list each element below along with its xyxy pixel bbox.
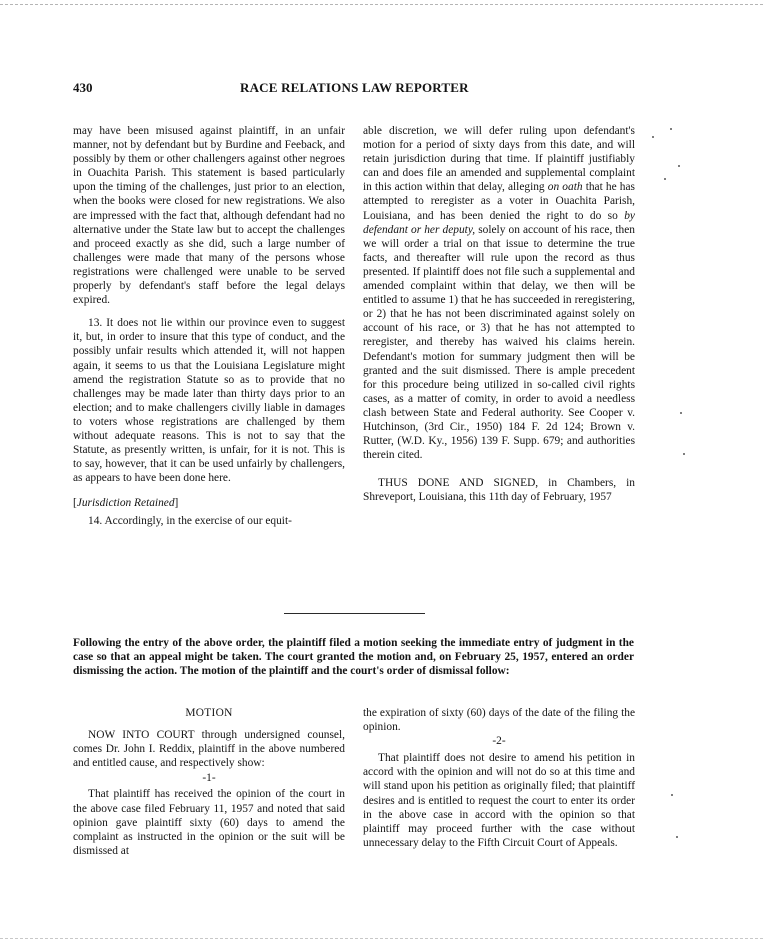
paragraph-13: 13. It does not lie within our province even to suggest it, but, in order to insure that this type of conduct, and the possibly unfair results which attended it, will not happen again, it seems to us that the Louisiana Legislature might amend the registration Statute so as to provide that no challenges may be made later than thirty days prior to an election; and to make challengers civilly liable in damages to voters whose registrations are challenged by them without adequate reasons. This is not to say that the Statute, as presently written, is unfair, for it is not. This is to say, however, that it can be used unfairly by challengers, as appears to have been done here. <box>73 317 345 485</box>
paragraph-14: 14. Accordingly, in the exercise of our equit- <box>88 515 292 528</box>
scan-speck <box>676 836 678 838</box>
heading-bracket-open: [ <box>73 497 77 510</box>
paragraph <box>363 124 635 462</box>
lower-left-column <box>73 706 345 858</box>
section-separator <box>284 613 425 614</box>
paragraph: may have been misused against plaintiff, in an unfair manner, not by defendant but by Burdine and Feeback, and possibly by them or other challengers against other negroes in Ouachita Parish. This statement is based particularly upon the timing of the challenges, just prior to an election, when the books were closed for new registrations. We also are impressed with the fact that, although defendant had no alternative under the State law but to accept the challenges and proceed exactly as she did, such a large number of challenges were made that many of the persons whose registrations were challenged were unable to be served properly by defendant's staff before the legal delays expired. <box>73 125 345 307</box>
running-head: RACE RELATIONS LAW REPORTER <box>240 80 469 95</box>
heading-text: Jurisdiction Retained <box>76 497 175 510</box>
emphasis-deputy: by defendant or her deputy, <box>363 209 635 236</box>
scan-edge-top <box>0 4 763 5</box>
editorial-note: Following the entry of the above order, the plaintiff filed a motion seeking the immediate entry of judgment in the case so that an appeal might be taken. The court granted the motion and, on February 25, 1957, entered an order dismissing the action. The motion of the plaintiff and the court's order of dismissal follow: <box>73 637 634 678</box>
signature-paragraph: THUS DONE AND SIGNED, in Chambers, in Shreveport, Louisiana, this 11th day of February, 1957 <box>363 477 635 504</box>
scan-speck <box>678 165 680 167</box>
scan-speck <box>680 412 682 414</box>
upper-left-column <box>73 124 345 529</box>
scan-speck <box>664 178 666 180</box>
text-run: that he has attempted to reregister as a voter in Ouachita Parish, Louisiana, and has been denied the right to do so <box>363 181 635 222</box>
section-marker: -1- <box>202 772 216 785</box>
page-number: 430 <box>73 80 93 95</box>
scan-speck <box>671 794 673 796</box>
motion-title: MOTION <box>185 707 233 719</box>
paragraph: That plaintiff has received the opinion of the court in the above case filed February 11, 1957 and noted that said opinion gave plaintiff sixty (60) days to amend the complaint as instructed in the opinion or the suit will be dismissed at <box>73 788 345 857</box>
scan-speck <box>683 453 685 455</box>
text-run: able discretion, we will defer ruling upon defendant's motion for a period of sixty days from this date, and will retain jurisdiction during that time. If plaintiff justifiably can and does file an amended and supplemental complaint in this action within that delay, alleging <box>363 125 635 194</box>
lower-right-column <box>363 706 635 850</box>
section-marker: -2- <box>492 735 506 748</box>
section-heading <box>73 496 345 510</box>
paragraph: the expiration of sixty (60) days of the date of the filing the opinion. <box>363 707 635 734</box>
scan-speck <box>652 136 654 138</box>
text-run: solely on account of his race, then we will order a trial on that issue to determine the true facts, and thereafter will rule upon the record as thus presented. If plaintiff does not file such a supplemental and amended complaint within that delay, we then will be entitled to assume 1) that he has succeeded in reregistering, or 2) that he has not been discriminated against solely on account of his race, or 3) that he has not attempted to reregister, and thereby has waived his claims herein. Defendant's motion for summary judgment then will be granted and the suit dismissed. There is ample precedent for this procedure being utilized in so-called civil rights cases, as a matter of comity, in order to avoid a needless clash between State and Federal authority. See Cooper v. Hutchinson, (3rd Cir., 1950) 184 F. 2d 124; Brown v. Rutter, (W.D. Ky., 1956) 139 F. Supp. 679; and authorities therein cited. <box>363 223 635 462</box>
upper-right-column <box>363 124 635 504</box>
scan-edge-bottom <box>0 938 763 939</box>
emphasis-oath: on oath <box>547 181 583 194</box>
paragraph: NOW INTO COURT through undersigned counsel, comes Dr. John I. Reddix, plaintiff in the above numbered and entitled cause, and respectively show: <box>73 729 345 770</box>
heading-bracket-close: ] <box>174 497 179 510</box>
paragraph: That plaintiff does not desire to amend his petition in accord with the opinion and will not do so at this time and will stand upon his petition as originally filed; that plaintiff desires and is entitled to request the court to enter its order in the above case in accord with the opinion so that plaintiff may proceed further with the case without unnecessary delay to the Fifth Circuit Court of Appeals. <box>363 752 635 849</box>
scan-speck <box>670 128 672 130</box>
